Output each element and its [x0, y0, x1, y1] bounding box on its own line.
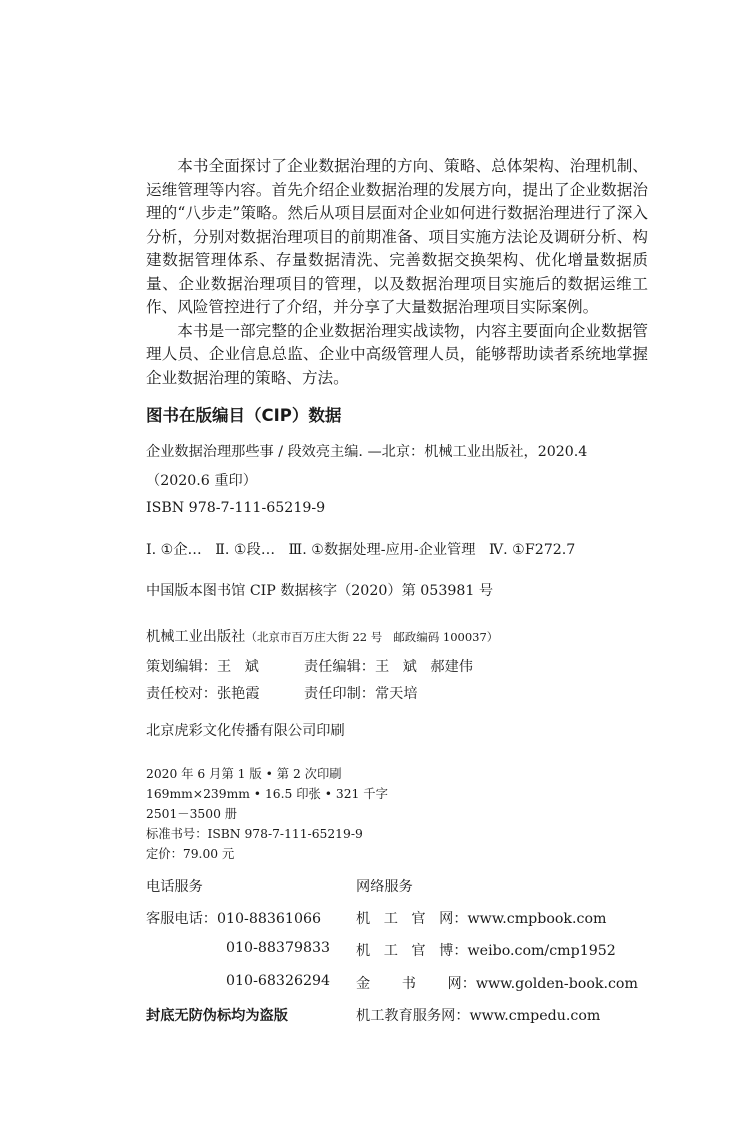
- printing-supervisor-line: [304, 683, 418, 703]
- cip-classification: Ⅰ. ①企… Ⅱ. ①段… Ⅲ. ①数据处理-应用-企业管理 Ⅳ. ①F272.7: [146, 542, 576, 558]
- cip-reprint-line: （2020.6 重印）: [146, 473, 257, 489]
- intro-paragraph-2: 本书是一部完整的企业数据治理实战读物，内容主要面向企业数据管理人员、企业信息总监、企业中高级管理人员，能够帮助读者系统地掌握企业数据治理的策略、方法。: [146, 321, 648, 387]
- phone-number: 010-88379833: [226, 940, 331, 956]
- cip-title: 图书在版编目（CIP）数据: [146, 406, 342, 425]
- anti-piracy-notice: 封底无防伪标均为盗版: [146, 1008, 288, 1024]
- web-url: www.golden-book.com: [475, 976, 638, 992]
- edition-line: 2020 年 6 月第 1 版 • 第 2 次印刷: [146, 767, 342, 781]
- responsible-editor-line: [304, 656, 473, 676]
- phone-service-header: 电话服务: [146, 879, 203, 895]
- intro-paragraph-1: 本书全面探讨了企业数据治理的方向、策略、总体架构、治理机制、运维管理等内容。首先介绍企业数据治理的发展方向，提出了企业数据治理的“八步走”策略。然后从项目层面对企业如何进行数据治理进行了深入分析，分别对数据治理项目的前期准备、项目实施方法论及调研分析、构建数据管理体系、存量数据清洗、完善数据交换架构、优化增量数据质量、企业数据治理项目的管理，以及数据治理项目实施后的数据运维工作、风险管控进行了介绍，并分享了大量数据治理项目实际案例。: [146, 157, 648, 316]
- web-service-header: 网络服务: [356, 879, 413, 895]
- price-line: 定价：79.00 元: [146, 847, 235, 861]
- proofreader-line: [146, 683, 260, 703]
- web-url: weibo.com/cmp1952: [467, 943, 616, 959]
- cip-isbn: ISBN 978-7-111-65219-9: [146, 500, 326, 516]
- printing-supervisor-label: 责任印制：: [304, 686, 375, 702]
- standard-book-number: 标准书号：ISBN 978-7-111-65219-9: [146, 827, 363, 841]
- web-url: www.cmpbook.com: [467, 911, 607, 927]
- planning-editor-line: [146, 656, 259, 676]
- web-label: 金 书 网：: [356, 976, 476, 992]
- planning-editor-label: 策划编辑：: [146, 659, 217, 675]
- proofreader: 张艳霞: [216, 686, 260, 702]
- edu-url: www.cmpedu.com: [469, 1008, 601, 1024]
- responsible-editor: 王 斌 郝建伟: [374, 659, 473, 675]
- phone-number: 010-68326294: [226, 973, 331, 989]
- publisher-address: （北京市百万庄大街 22 号 邮政编码 100037）: [245, 630, 499, 644]
- edu-label: 机工教育服务网：: [356, 1008, 470, 1024]
- web-label: 机 工 官 博：: [356, 943, 468, 959]
- phone-row-1: [146, 908, 321, 928]
- cip-bibliographic-line: 企业数据治理那些事 / 段效亮主编. —北京：机械工业出版社，2020.4: [146, 444, 588, 460]
- web-row-1: [356, 908, 606, 928]
- publisher-line: [146, 626, 498, 646]
- edu-service-row: [356, 1005, 600, 1025]
- web-row-3: [356, 973, 638, 993]
- responsible-editor-label: 责任编辑：: [304, 659, 375, 675]
- planning-editor: 王 斌: [216, 659, 259, 675]
- cip-library-record: 中国版本图书馆 CIP 数据核字（2020）第 053981 号: [146, 583, 494, 599]
- phone-number: 010-88361066: [216, 911, 322, 927]
- customer-phone-label: 客服电话：: [146, 911, 217, 927]
- print-run-line: 2501－3500 册: [146, 807, 238, 821]
- book-introduction: [146, 155, 648, 390]
- format-line: 169mm×239mm • 16.5 印张 • 321 千字: [146, 787, 388, 801]
- web-row-2: [356, 940, 616, 960]
- publisher-name: 机械工业出版社: [146, 629, 246, 645]
- web-label: 机 工 官 网：: [356, 911, 468, 927]
- printer-line: 北京虎彩文化传播有限公司印刷: [146, 723, 345, 739]
- proofreader-label: 责任校对：: [146, 686, 217, 702]
- printing-supervisor: 常天培: [374, 686, 418, 702]
